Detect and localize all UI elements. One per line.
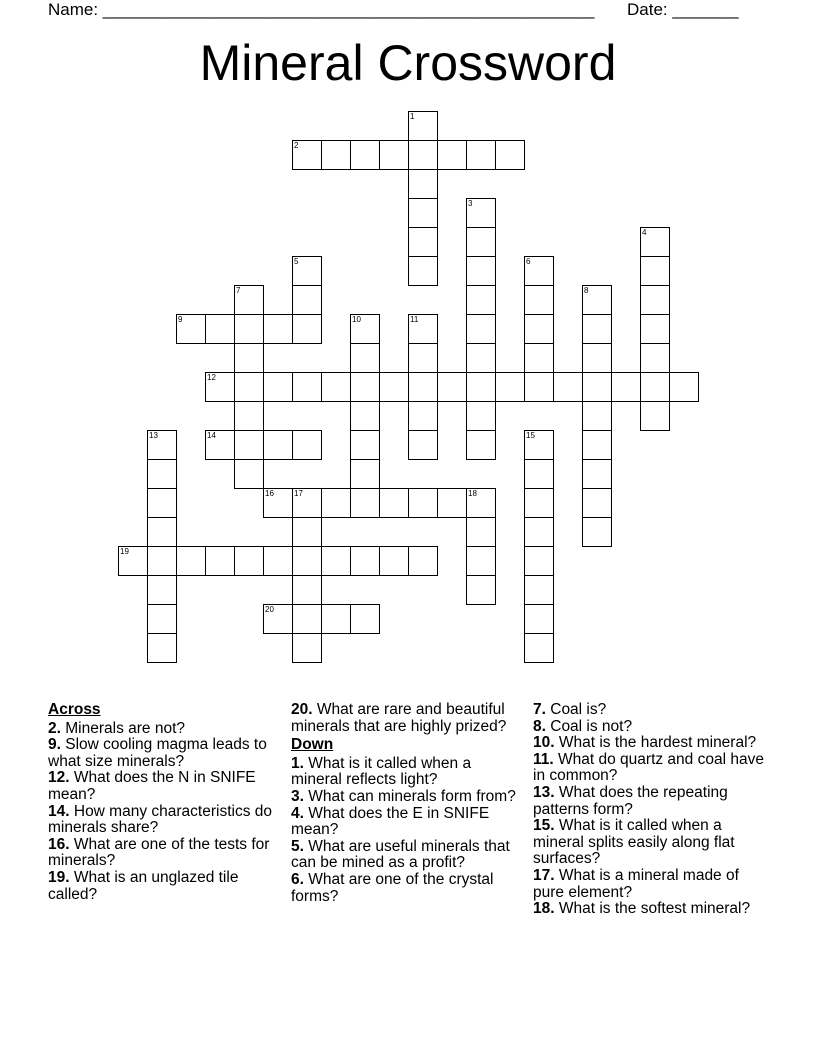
crossword-cell[interactable]: [582, 372, 612, 402]
crossword-cell[interactable]: [379, 488, 409, 518]
crossword-cell[interactable]: [234, 401, 264, 431]
clue-item: [291, 789, 526, 806]
crossword-cell[interactable]: [640, 401, 670, 431]
clue-number: 13.: [533, 783, 555, 801]
clue-item: [533, 735, 768, 752]
crossword-cell[interactable]: [524, 285, 554, 315]
crossword-cell[interactable]: [147, 575, 177, 605]
clue-column-2: [291, 702, 526, 905]
clue-text: What is a mineral made of pure element?: [533, 866, 739, 901]
clue-text: What is it called when a mineral splits easily along flat surfaces?: [533, 817, 735, 868]
clue-item: [48, 770, 278, 803]
clue-item: [291, 839, 526, 872]
crossword-cell[interactable]: [350, 401, 380, 431]
crossword-cell[interactable]: [524, 633, 554, 663]
crossword-cell[interactable]: [524, 256, 554, 286]
cell-number: 7: [236, 286, 241, 295]
clue-item: [291, 872, 526, 905]
crossword-cell[interactable]: [292, 285, 322, 315]
clue-number: 18.: [533, 900, 555, 918]
clue-item: [48, 837, 278, 870]
crossword-cell[interactable]: [640, 285, 670, 315]
crossword-cell[interactable]: [408, 169, 438, 199]
crossword-cell[interactable]: [640, 314, 670, 344]
crossword-cell[interactable]: [408, 401, 438, 431]
clue-number: 7.: [533, 701, 546, 718]
clue-item: [533, 719, 768, 736]
clue-number: 8.: [533, 717, 546, 735]
crossword-cell[interactable]: [321, 604, 351, 634]
clue-item: [48, 721, 278, 738]
clue-text: Coal is?: [545, 701, 607, 718]
crossword-cell[interactable]: [582, 314, 612, 344]
across-heading: Across: [48, 701, 101, 718]
crossword-cell[interactable]: [263, 604, 293, 634]
clue-item: [533, 752, 768, 785]
crossword-cell[interactable]: [408, 343, 438, 373]
crossword-cell[interactable]: [524, 459, 554, 489]
cell-number: 11: [410, 315, 419, 324]
crossword-cell[interactable]: [466, 343, 496, 373]
clue-item: [533, 785, 768, 818]
crossword-cell[interactable]: [408, 372, 438, 402]
crossword-cell[interactable]: [582, 343, 612, 373]
clue-number: 9.: [48, 736, 61, 754]
clue-text: Slow cooling magma leads to what size minerals?: [48, 736, 267, 770]
crossword-cell[interactable]: [147, 633, 177, 663]
crossword-cell[interactable]: [176, 546, 206, 576]
crossword-cell[interactable]: [350, 343, 380, 373]
cell-number: 18: [468, 489, 477, 498]
crossword-cell[interactable]: [669, 372, 699, 402]
clue-item: [533, 702, 768, 719]
crossword-cell[interactable]: [234, 343, 264, 373]
clue-text: What is the hardest mineral?: [554, 734, 757, 752]
cell-number: 15: [526, 431, 535, 440]
crossword-cell[interactable]: [263, 372, 293, 402]
cell-number: 1: [410, 112, 415, 121]
crossword-cell[interactable]: [379, 140, 409, 170]
crossword-cell[interactable]: [263, 488, 293, 518]
clue-item: [291, 702, 526, 735]
crossword-cell[interactable]: [350, 546, 380, 576]
crossword-cell[interactable]: [263, 546, 293, 576]
clue-item: [48, 804, 278, 837]
crossword-cell[interactable]: [292, 372, 322, 402]
crossword-cell[interactable]: [118, 546, 148, 576]
crossword-cell[interactable]: [350, 430, 380, 460]
clue-text: What is it called when a mineral reflects light?: [291, 754, 472, 789]
crossword-cell[interactable]: [408, 314, 438, 344]
crossword-cell[interactable]: [292, 546, 322, 576]
down-clue-list: [291, 756, 526, 905]
clue-item: [291, 756, 526, 789]
clue-text: What does the N in SNIFE mean?: [48, 769, 256, 803]
crossword-cell[interactable]: [582, 285, 612, 315]
crossword-cell[interactable]: [466, 517, 496, 547]
crossword-cell[interactable]: [466, 140, 496, 170]
crossword-cell[interactable]: [408, 198, 438, 228]
down-clue-list-continued: [533, 702, 768, 918]
crossword-cell[interactable]: [582, 459, 612, 489]
crossword-cell[interactable]: [350, 459, 380, 489]
crossword-cell[interactable]: [466, 401, 496, 431]
cell-number: 16: [265, 489, 274, 498]
crossword-cell[interactable]: [234, 372, 264, 402]
crossword-cell[interactable]: [234, 546, 264, 576]
clue-number: 1.: [291, 754, 304, 772]
clue-text: What does the E in SNIFE mean?: [291, 804, 490, 839]
clue-number: 5.: [291, 837, 304, 855]
crossword-cell[interactable]: [582, 488, 612, 518]
crossword-cell[interactable]: [234, 285, 264, 315]
clue-text: How many characteristics do minerals share?: [48, 802, 272, 837]
crossword-cell[interactable]: [205, 430, 235, 460]
crossword-cell[interactable]: [263, 314, 293, 344]
clue-text: What are useful minerals that can be mined as a profit?: [291, 837, 510, 872]
cell-number: 2: [294, 141, 299, 150]
cell-number: 9: [178, 315, 183, 324]
clue-column-3: [533, 702, 768, 918]
cell-number: 6: [526, 257, 531, 266]
clue-text: Coal is not?: [545, 717, 633, 735]
crossword-cell[interactable]: [234, 459, 264, 489]
crossword-cell[interactable]: [408, 430, 438, 460]
crossword-cell[interactable]: [205, 546, 235, 576]
clue-number: 16.: [48, 835, 70, 853]
cell-number: 4: [642, 228, 647, 237]
clue-text: What does the repeating patterns form?: [533, 783, 728, 818]
crossword-cell[interactable]: [495, 372, 525, 402]
crossword-cell[interactable]: [408, 140, 438, 170]
crossword-cell[interactable]: [524, 517, 554, 547]
clue-text: What do quartz and coal have in common?: [533, 750, 764, 785]
crossword-cell[interactable]: [553, 372, 583, 402]
crossword-cell[interactable]: [495, 140, 525, 170]
clue-number: 10.: [533, 734, 555, 752]
crossword-cell[interactable]: [379, 372, 409, 402]
crossword-cell[interactable]: [147, 517, 177, 547]
crossword-cell[interactable]: [524, 372, 554, 402]
crossword-cell[interactable]: [466, 314, 496, 344]
cell-number: 14: [207, 431, 216, 440]
crossword-cell[interactable]: [292, 430, 322, 460]
crossword-cell[interactable]: [466, 256, 496, 286]
cell-number: 17: [294, 489, 303, 498]
crossword-cell[interactable]: [350, 604, 380, 634]
clue-text: What are rare and beautiful minerals that are highly prized?: [291, 701, 507, 735]
crossword-cell[interactable]: [582, 401, 612, 431]
crossword-cell[interactable]: [292, 575, 322, 605]
crossword-cell[interactable]: [408, 111, 438, 141]
across-clue-list: [48, 721, 278, 904]
clue-column-1: [48, 702, 278, 903]
cell-number: 8: [584, 286, 589, 295]
date-field[interactable]: Date: _______: [627, 0, 739, 19]
clue-number: 11.: [533, 750, 554, 768]
crossword-cell[interactable]: [263, 430, 293, 460]
crossword-cell[interactable]: [147, 430, 177, 460]
down-heading: Down: [291, 736, 334, 754]
crossword-cell[interactable]: [205, 314, 235, 344]
crossword-cell[interactable]: [147, 459, 177, 489]
cell-number: 10: [352, 315, 361, 324]
crossword-cell[interactable]: [292, 604, 322, 634]
clue-number: 2.: [48, 719, 61, 737]
crossword-cell[interactable]: [640, 372, 670, 402]
clue-number: 17.: [533, 866, 555, 884]
crossword-cell[interactable]: [234, 430, 264, 460]
crossword-cell[interactable]: [321, 372, 351, 402]
crossword-cell[interactable]: [408, 546, 438, 576]
clue-text: What is an unglazed tile called?: [48, 868, 239, 903]
crossword-cell[interactable]: [524, 546, 554, 576]
clue-number: 14.: [48, 802, 70, 820]
clue-number: 15.: [533, 817, 555, 835]
crossword-cell[interactable]: [466, 372, 496, 402]
cell-number: 5: [294, 257, 299, 266]
clue-text: What can minerals form from?: [303, 787, 516, 805]
crossword-cell[interactable]: [408, 488, 438, 518]
crossword-cell[interactable]: [611, 372, 641, 402]
cell-number: 12: [207, 373, 216, 382]
clue-text: Minerals are not?: [60, 719, 185, 737]
name-field[interactable]: Name: ____________________________________________________: [48, 0, 595, 19]
clue-number: 3.: [291, 787, 304, 805]
crossword-cell[interactable]: [524, 604, 554, 634]
crossword-cell[interactable]: [321, 140, 351, 170]
clue-text: What are one of the tests for minerals?: [48, 835, 270, 870]
crossword-cell[interactable]: [350, 140, 380, 170]
across-clue-list-continued: [291, 702, 526, 735]
clue-text: What is the softest mineral?: [554, 900, 751, 918]
crossword-cell[interactable]: [437, 372, 467, 402]
cell-number: 3: [468, 199, 473, 208]
crossword-cell[interactable]: [350, 314, 380, 344]
crossword-cell[interactable]: [205, 372, 235, 402]
clue-number: 6.: [291, 870, 304, 888]
clue-text: What are one of the crystal forms?: [291, 870, 494, 905]
crossword-cell[interactable]: [147, 604, 177, 634]
crossword-cell[interactable]: [176, 314, 206, 344]
cell-number: 13: [149, 431, 158, 440]
crossword-cell[interactable]: [524, 343, 554, 373]
crossword-cell[interactable]: [350, 488, 380, 518]
clue-item: [533, 868, 768, 901]
clue-item: [533, 818, 768, 868]
crossword-cell[interactable]: [437, 488, 467, 518]
crossword-cell[interactable]: [234, 314, 264, 344]
crossword-cell[interactable]: [582, 430, 612, 460]
page-title: Mineral Crossword: [199, 35, 617, 91]
crossword-cell[interactable]: [292, 488, 322, 518]
clue-number: 19.: [48, 868, 70, 886]
crossword-cell[interactable]: [640, 227, 670, 257]
crossword-cell[interactable]: [524, 314, 554, 344]
crossword-cell[interactable]: [466, 285, 496, 315]
crossword-cell[interactable]: [147, 546, 177, 576]
clue-item: [48, 737, 278, 770]
crossword-cell[interactable]: [437, 140, 467, 170]
crossword-cell[interactable]: [640, 256, 670, 286]
crossword-cell[interactable]: [292, 517, 322, 547]
crossword-cell[interactable]: [379, 546, 409, 576]
crossword-cell[interactable]: [524, 430, 554, 460]
crossword-cell[interactable]: [466, 546, 496, 576]
crossword-cell[interactable]: [640, 343, 670, 373]
crossword-cell[interactable]: [147, 488, 177, 518]
clue-item: [291, 806, 526, 839]
crossword-cell[interactable]: [524, 488, 554, 518]
crossword-cell[interactable]: [582, 517, 612, 547]
crossword-cell[interactable]: [524, 575, 554, 605]
crossword-cell[interactable]: [321, 488, 351, 518]
crossword-cell[interactable]: [466, 488, 496, 518]
crossword-cell[interactable]: [408, 256, 438, 286]
cell-number: 19: [120, 547, 129, 556]
clue-number: 20.: [291, 701, 313, 718]
crossword-cell[interactable]: [466, 198, 496, 228]
clue-number: 4.: [291, 804, 304, 822]
crossword-cell[interactable]: [466, 575, 496, 605]
crossword-cell[interactable]: [466, 227, 496, 257]
crossword-cell[interactable]: [292, 633, 322, 663]
crossword-cell[interactable]: [466, 430, 496, 460]
cell-number: 20: [265, 605, 274, 614]
crossword-cell[interactable]: [321, 546, 351, 576]
clue-number: 12.: [48, 769, 70, 787]
crossword-cell[interactable]: [292, 256, 322, 286]
crossword-cell[interactable]: [292, 314, 322, 344]
crossword-cell[interactable]: [350, 372, 380, 402]
clue-item: [48, 870, 278, 903]
clue-item: [533, 901, 768, 918]
crossword-cell[interactable]: [408, 227, 438, 257]
crossword-cell[interactable]: [292, 140, 322, 170]
